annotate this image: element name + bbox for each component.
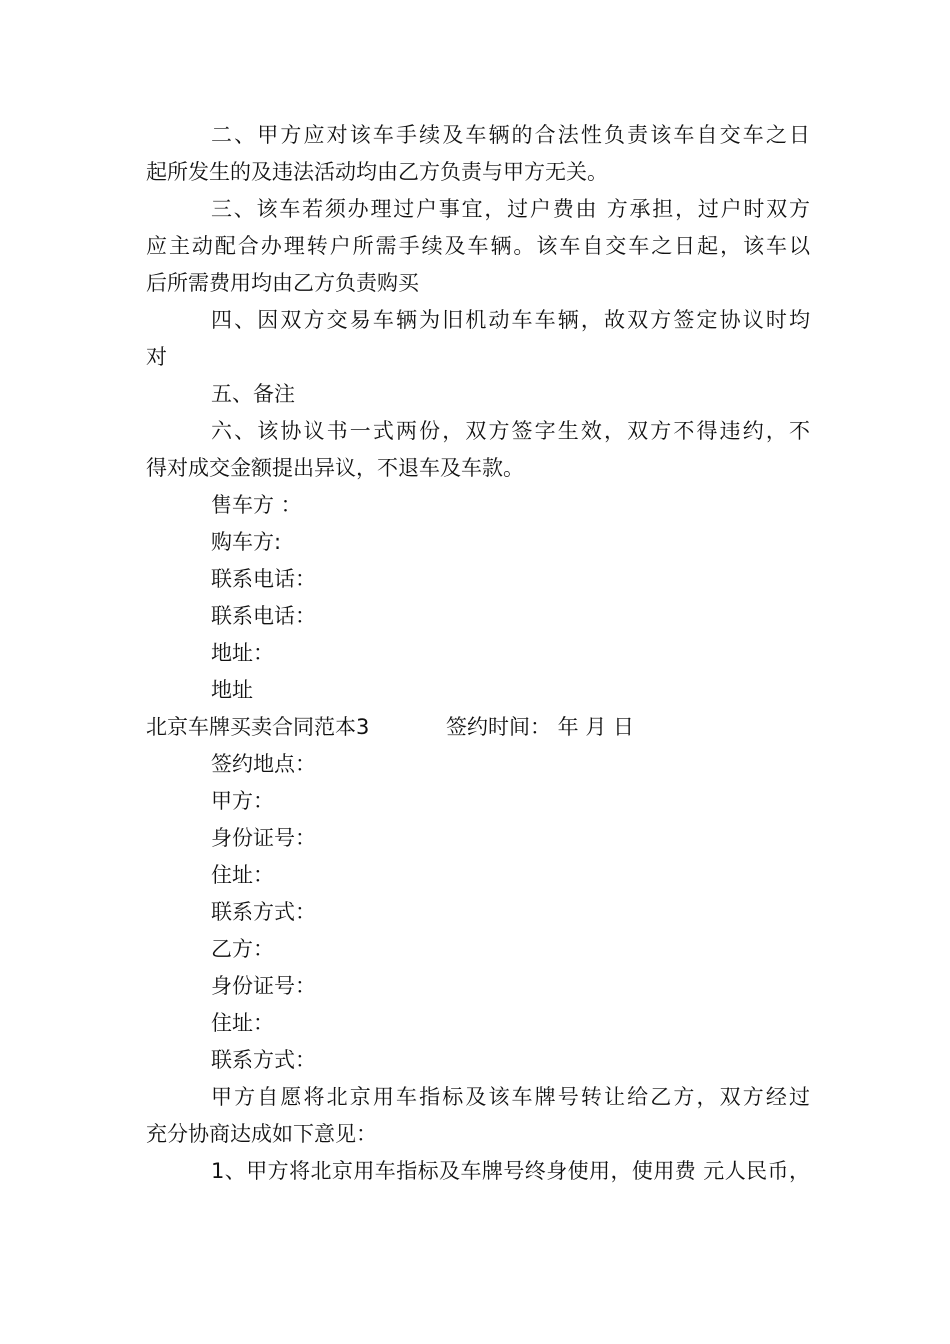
text-line: 身份证号： [211, 974, 316, 998]
text-line: 签约地点： [211, 752, 316, 776]
text-line: 地址： [211, 641, 274, 665]
document-body [146, 117, 810, 1190]
text-line: 住址： [211, 863, 274, 887]
text-line: 后所需费用均由乙方负责购买 [146, 271, 419, 295]
text-line: 应主动配合办理转户所需手续及车辆。该车自交车之日起，该车以 [146, 234, 810, 258]
contract-terms-block [146, 117, 810, 709]
text-line: 六、该协议书一式两份，双方签字生效，双方不得违约，不 [211, 419, 810, 443]
text-line: 联系电话： [211, 567, 316, 591]
text-line: 购车方: [211, 530, 282, 554]
title-row [146, 709, 810, 746]
text-line: 住址： [211, 1011, 274, 1035]
text-line: 四、因双方交易车辆为旧机动车车辆，故双方签定协议时均 [211, 308, 810, 332]
document-title: 北京车牌买卖合同范本3 [146, 715, 370, 739]
text-line: 身份证号： [211, 826, 316, 850]
contract-parties-block [146, 746, 810, 1190]
sign-time-field: 签约时间： 年 月 日 [446, 715, 635, 739]
text-line: 乙方： [211, 937, 274, 961]
text-line: 联系方式： [211, 1048, 316, 1072]
text-line: 得对成交金额提出异议，不退车及车款。 [146, 456, 524, 480]
text-line: 对 [146, 345, 167, 369]
text-line: 地址 [211, 678, 253, 702]
text-line: 联系电话： [211, 604, 316, 628]
text-line: 五、备注 [211, 382, 295, 406]
text-line: 售车方 ： [211, 493, 302, 517]
text-line: 甲方自愿将北京用车指标及该车牌号转让给乙方，双方经过 [211, 1085, 810, 1109]
text-line: 起所发生的及违法活动均由乙方负责与甲方无关。 [146, 160, 608, 184]
text-line: 二、甲方应对该车手续及车辆的合法性负责该车自交车之日 [211, 123, 810, 147]
text-line: 联系方式： [211, 900, 316, 924]
text-line: 1、甲方将北京用车指标及车牌号终身使用，使用费 元人民币， [211, 1159, 810, 1183]
text-line: 充分协商达成如下意见： [146, 1122, 377, 1146]
text-line: 三、该车若须办理过户事宜，过户费由 方承担，过户时双方 [211, 197, 810, 221]
text-line: 甲方： [211, 789, 274, 813]
